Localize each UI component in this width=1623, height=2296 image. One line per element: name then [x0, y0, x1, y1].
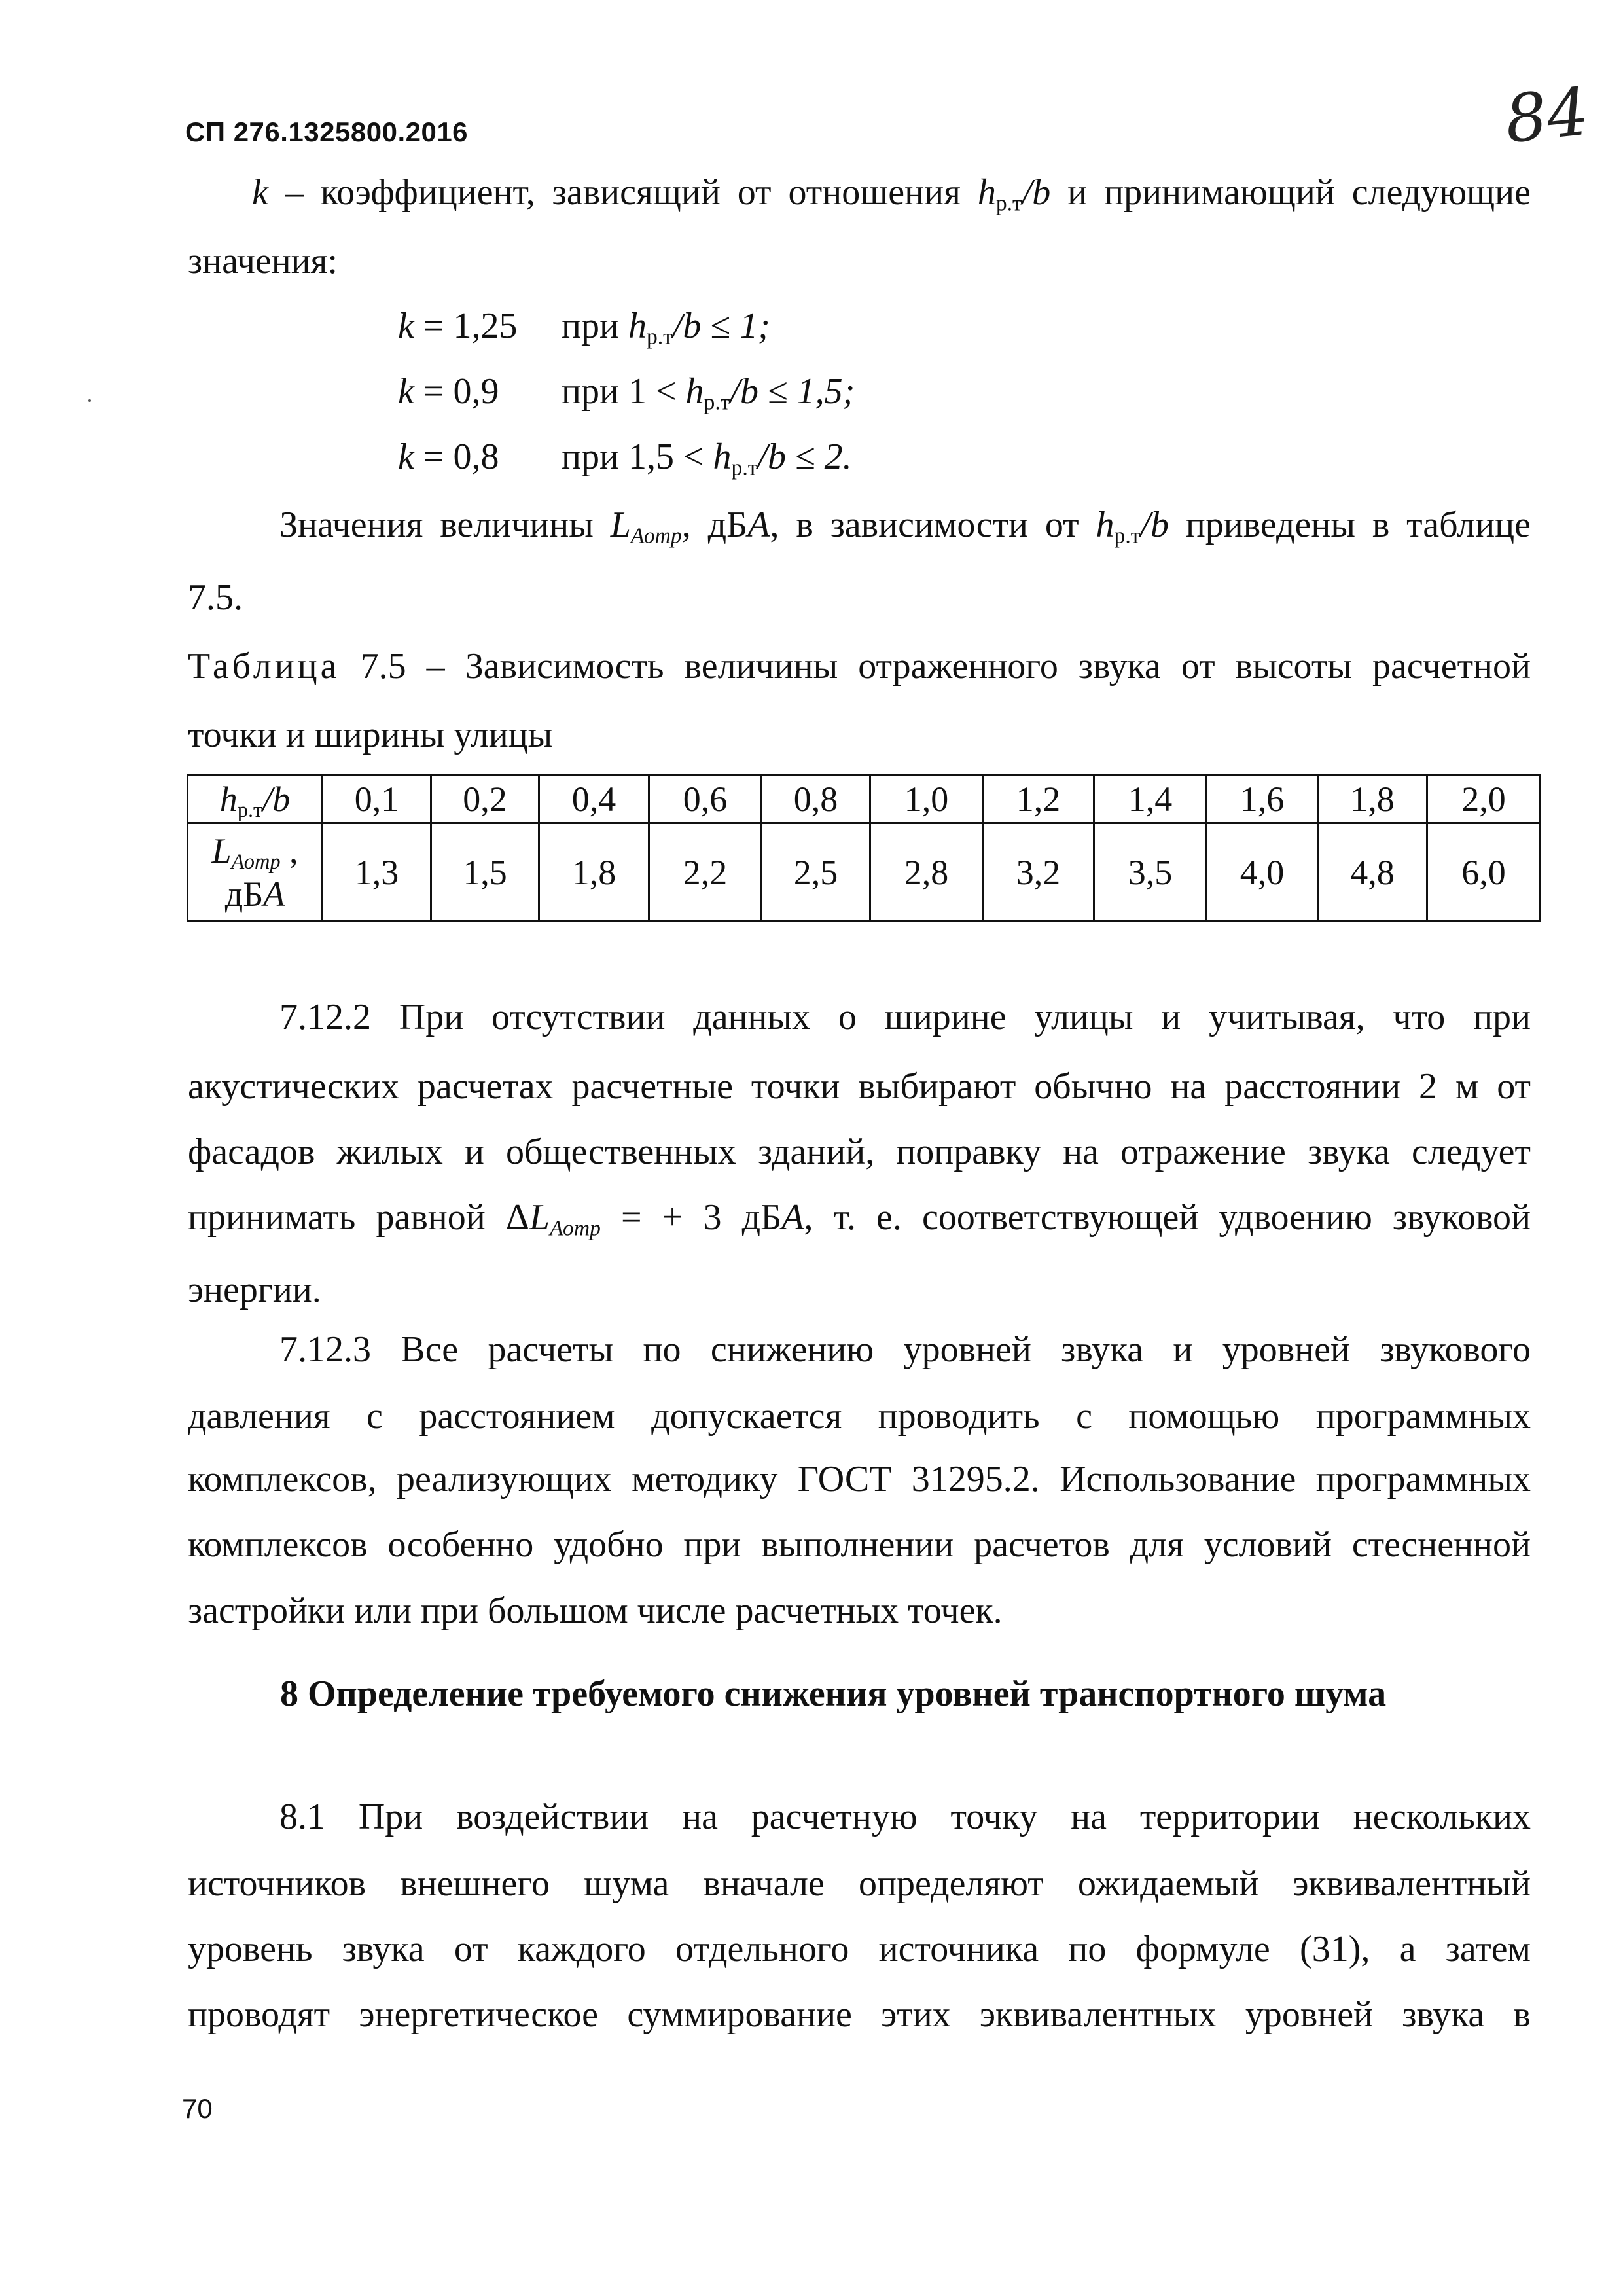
level-cell: 2,8 — [870, 823, 983, 922]
ratio-cell: 2,0 — [1427, 776, 1541, 823]
ratio-cell: 0,1 — [323, 776, 431, 823]
ratio-cell: 1,6 — [1207, 776, 1318, 823]
formula-condition — [562, 305, 770, 350]
level-cell: 6,0 — [1427, 823, 1541, 922]
condition-prefix: при 1,5 < — [562, 437, 713, 477]
line4-L-sub: Аотр — [550, 1216, 601, 1241]
para-7122-line-2: акустических расчетах расчетные точки выбирают обычно на расстоянии 2 м от — [188, 1066, 1531, 1107]
para-81-text-1: 8.1 При воздействии на расчетную точку на территории нескольких — [279, 1797, 1531, 1837]
ratio-cell: 1,2 — [983, 776, 1094, 823]
h-symbol: h — [1096, 505, 1115, 545]
level-cell: 3,2 — [983, 823, 1094, 922]
document-code: СП 276.1325800.2016 — [185, 117, 469, 147]
reflected-sound-table — [187, 774, 1541, 922]
ratio-cell: 0,6 — [649, 776, 762, 823]
condition-h: h — [713, 437, 732, 477]
formula-k: k — [398, 306, 414, 346]
ratio-cell: 1,0 — [870, 776, 983, 823]
k-text-1: – коэффициент, зависящий от отношения — [268, 172, 978, 213]
b-symbol: /b — [1022, 172, 1051, 213]
level-cell: 4,8 — [1318, 823, 1427, 922]
level-cell: 2,5 — [762, 823, 870, 922]
values-unit: , дБ — [681, 505, 748, 545]
para-81-line-1 — [188, 1796, 1531, 1838]
scan-speck — [88, 399, 91, 402]
k-definition-line-1 — [188, 171, 1531, 216]
formula-value: = 0,8 — [414, 437, 499, 477]
h-subscript: р.т — [995, 191, 1022, 216]
b-symbol: /b — [1140, 505, 1169, 545]
k-definition-line-2: значения: — [188, 241, 338, 281]
section-8-heading: 8 Определение требуемого снижения уровней транспортного шума — [280, 1674, 1387, 1714]
formula-condition — [562, 370, 855, 415]
ratio-cell: 1,4 — [1094, 776, 1207, 823]
para-7122-text-1: 7.12.2 При отсутствии данных о ширине улицы и учитывая, что при — [279, 997, 1531, 1037]
condition-prefix: при — [562, 306, 628, 346]
line4-text-c: , т. е. соответствующей удвоению звуковой — [804, 1197, 1531, 1238]
condition-suffix: /b ≤ 1,5; — [730, 371, 855, 412]
line4-text-b: = + 3 дБ — [600, 1197, 782, 1238]
L-symbol: L — [610, 505, 631, 545]
level-cell: 3,5 — [1094, 823, 1207, 922]
line4-L: L — [529, 1197, 550, 1238]
header-L-sub: Аотр — [231, 850, 281, 874]
para-81-line-3: уровень звука от каждого отдельного источника по формуле (31), а затем — [188, 1929, 1531, 1969]
level-cell: 1,5 — [431, 823, 539, 922]
h-subscript: р.т — [1114, 524, 1141, 548]
page-number: 70 — [182, 2093, 213, 2124]
condition-sub: р.т — [646, 325, 673, 350]
condition-h: h — [628, 306, 647, 346]
values-line-1 — [188, 504, 1531, 546]
header-unit-A: А — [263, 874, 285, 914]
para-81-line-2: источников внешнего шума вначале определяют ожидаемый эквивалентный — [188, 1863, 1531, 1904]
header-unit: дБ — [224, 874, 264, 914]
condition-suffix: /b ≤ 1; — [672, 306, 770, 346]
condition-h: h — [685, 371, 704, 412]
ratio-cell: 1,8 — [1318, 776, 1427, 823]
level-header-cell — [188, 823, 323, 922]
h-symbol: h — [977, 172, 996, 213]
formula-k: k — [398, 437, 414, 477]
table-caption-line-2: точки и ширины улицы — [188, 715, 553, 755]
para-7122-line-4 — [188, 1196, 1531, 1241]
unit-A: А — [747, 505, 770, 545]
para-81-line-4: проводят энергетическое суммирование этих эквивалентных уровней звука в — [188, 1994, 1531, 2035]
level-cell: 1,8 — [539, 823, 649, 922]
header-b: /b — [262, 780, 291, 819]
table-caption-line-1 — [188, 645, 1531, 687]
header-L: L — [211, 831, 232, 870]
values-text-4: приведены в таблице — [1168, 505, 1531, 545]
k-text-2: и принимающий следующие — [1050, 172, 1531, 213]
condition-sub: р.т — [704, 390, 730, 415]
table-caption-text: 7.5 – Зависимость величины отраженного звука от высоты расчетной — [340, 646, 1531, 687]
ratio-cell: 0,8 — [762, 776, 870, 823]
para-7123-line-5: застройки или при большом числе расчетных точек. — [188, 1590, 1003, 1631]
values-text-1: Значения величины — [279, 505, 611, 545]
condition-suffix: /b ≤ 2. — [757, 437, 852, 477]
table-row-level — [188, 823, 1541, 922]
para-7123-line-2: давления с расстоянием допускается проводить с помощью программных — [188, 1396, 1531, 1437]
condition-prefix: при 1 < — [562, 371, 686, 412]
header-h: h — [219, 780, 238, 819]
ratio-cell: 0,4 — [539, 776, 649, 823]
ratio-cell: 0,2 — [431, 776, 539, 823]
line4-A: А — [781, 1197, 804, 1238]
L-subscript: Аотр — [630, 524, 682, 548]
table-row-ratio — [188, 776, 1541, 823]
level-cell: 2,2 — [649, 823, 762, 922]
line4-text-a: принимать равной Δ — [188, 1197, 529, 1238]
formula-condition — [562, 436, 852, 478]
values-line-2: 7.5. — [188, 577, 243, 618]
para-7123-text-1: 7.12.3 Все расчеты по снижению уровней звука и уровней звукового — [279, 1329, 1531, 1370]
level-cell: 1,3 — [323, 823, 431, 922]
level-cell: 4,0 — [1207, 823, 1318, 922]
para-7122-line-5: энергии. — [188, 1270, 321, 1310]
formula-k: k — [398, 371, 414, 412]
k-symbol: k — [252, 172, 268, 213]
header-comma: , — [280, 831, 298, 870]
formula-value: = 1,25 — [414, 306, 518, 346]
table-caption-label: Таблица — [188, 646, 340, 687]
handwritten-page-number: 84 — [1501, 73, 1593, 158]
ratio-header-cell — [188, 776, 323, 823]
condition-sub: р.т — [731, 456, 758, 480]
para-7123-line-4: комплексов особенно удобно при выполнении расчетов для условий стесненной — [188, 1524, 1531, 1565]
para-7123-line-3: комплексов, реализующих методику ГОСТ 31295.2. Использование программных — [188, 1459, 1531, 1499]
formula-value: = 0,9 — [414, 371, 499, 412]
para-7122-line-1 — [188, 996, 1531, 1038]
values-text-3: , в зависимости от — [770, 505, 1096, 545]
header-h-sub: р.т — [237, 798, 263, 823]
para-7122-line-3: фасадов жилых и общественных зданий, поправку на отражение звука следует — [188, 1132, 1531, 1172]
para-7123-line-1 — [188, 1329, 1531, 1371]
